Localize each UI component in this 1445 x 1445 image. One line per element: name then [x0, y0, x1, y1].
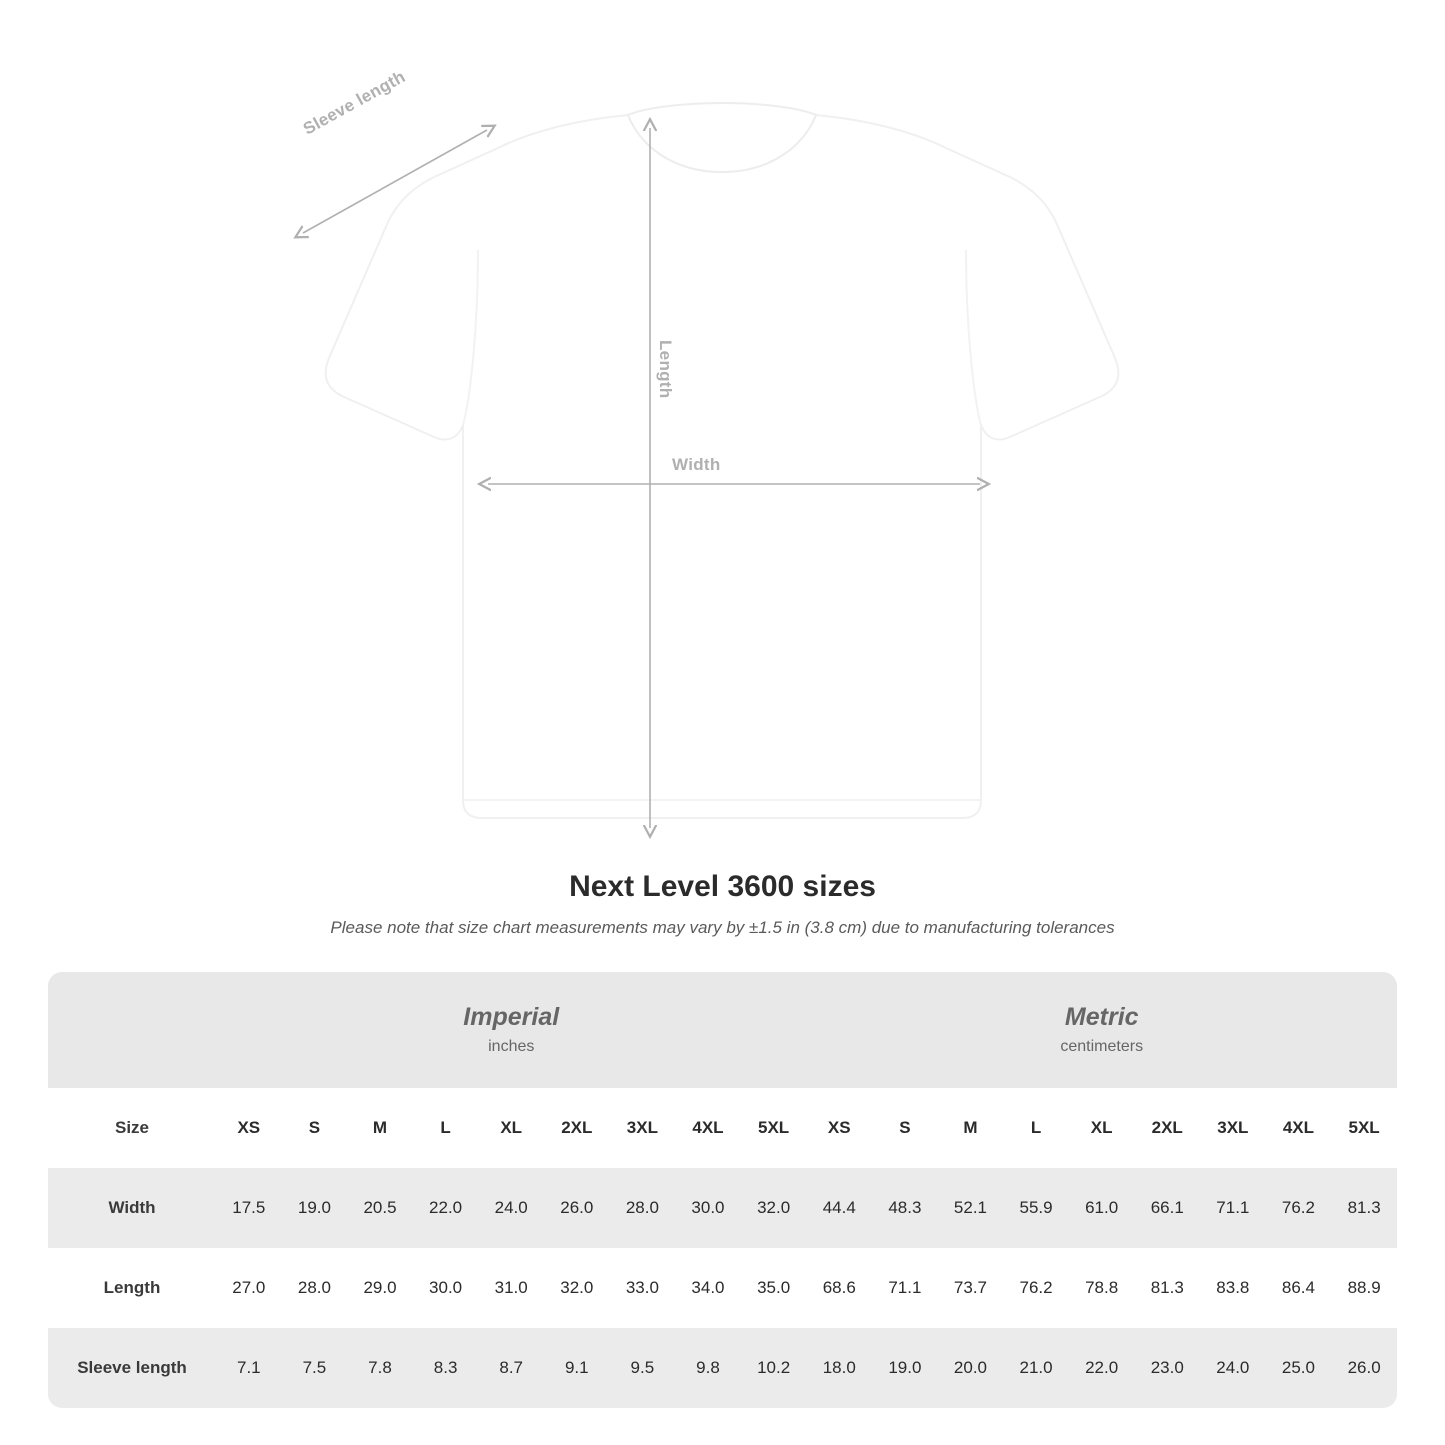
size-header-cell: 2XL [1134, 1088, 1200, 1168]
size-header-cell: 3XL [610, 1088, 676, 1168]
unit-sub-metric: centimeters [1060, 1037, 1144, 1055]
size-header-row [48, 1088, 1397, 1168]
tshirt-shape [326, 103, 1119, 818]
table-cell: 29.0 [347, 1248, 413, 1328]
size-header-cell: XL [478, 1088, 544, 1168]
size-header-cell: L [1003, 1088, 1069, 1168]
table-cell: 9.5 [610, 1328, 676, 1408]
size-header-cell: XL [1069, 1088, 1135, 1168]
size-header-cell: XS [806, 1088, 872, 1168]
table-cell: 55.9 [1003, 1168, 1069, 1248]
row-label-width: Width [48, 1168, 216, 1248]
unit-sub-imperial: inches [488, 1037, 535, 1055]
size-table [48, 972, 1397, 1408]
row-label-sleeve-length: Sleeve length [48, 1328, 216, 1408]
table-cell: 9.1 [544, 1328, 610, 1408]
table-corner-cell [48, 972, 216, 1088]
table-cell: 31.0 [478, 1248, 544, 1328]
table-row [48, 1328, 1397, 1408]
table-cell: 7.8 [347, 1328, 413, 1408]
table-cell: 23.0 [1134, 1328, 1200, 1408]
table-cell: 32.0 [544, 1248, 610, 1328]
table-cell: 83.8 [1200, 1248, 1266, 1328]
tolerance-note: Please note that size chart measurements may vary by ±1.5 in (3.8 cm) due to manufacturing tolerances [330, 918, 1115, 937]
table-row [48, 1168, 1397, 1248]
title-block [0, 870, 1445, 938]
size-header-cell: S [282, 1088, 348, 1168]
table-cell: 28.0 [282, 1248, 348, 1328]
unit-name-imperial: Imperial [463, 1003, 560, 1032]
table-cell: 7.1 [216, 1328, 282, 1408]
size-header-cell: 4XL [1266, 1088, 1332, 1168]
size-header-cell: XS [216, 1088, 282, 1168]
size-row-label: Size [48, 1088, 216, 1168]
table-cell: 25.0 [1266, 1328, 1332, 1408]
unit-name-metric: Metric [1064, 1003, 1139, 1032]
table-cell: 26.0 [1331, 1328, 1397, 1408]
table-cell: 21.0 [1003, 1328, 1069, 1408]
size-header-cell: 3XL [1200, 1088, 1266, 1168]
page-title: Next Level 3600 sizes [569, 870, 876, 903]
table-cell: 52.1 [938, 1168, 1004, 1248]
table-cell: 26.0 [544, 1168, 610, 1248]
table-cell: 22.0 [413, 1168, 479, 1248]
table-cell: 28.0 [610, 1168, 676, 1248]
table-cell: 8.3 [413, 1328, 479, 1408]
table-cell: 9.8 [675, 1328, 741, 1408]
table-cell: 66.1 [1134, 1168, 1200, 1248]
unit-header-metric [806, 972, 1397, 1088]
table-cell: 20.5 [347, 1168, 413, 1248]
table-cell: 32.0 [741, 1168, 807, 1248]
size-table-wrapper [48, 972, 1397, 1408]
table-row [48, 1248, 1397, 1328]
table-cell: 71.1 [872, 1248, 938, 1328]
table-cell: 7.5 [282, 1328, 348, 1408]
table-cell: 71.1 [1200, 1168, 1266, 1248]
table-cell: 17.5 [216, 1168, 282, 1248]
table-cell: 8.7 [478, 1328, 544, 1408]
table-cell: 22.0 [1069, 1328, 1135, 1408]
size-header-cell: L [413, 1088, 479, 1168]
table-cell: 44.4 [806, 1168, 872, 1248]
table-cell: 24.0 [478, 1168, 544, 1248]
size-header-cell: 5XL [1331, 1088, 1397, 1168]
table-cell: 30.0 [675, 1168, 741, 1248]
unit-header-imperial [216, 972, 806, 1088]
table-cell: 33.0 [610, 1248, 676, 1328]
table-cell: 81.3 [1331, 1168, 1397, 1248]
size-header-cell: 2XL [544, 1088, 610, 1168]
table-cell: 27.0 [216, 1248, 282, 1328]
table-cell: 88.9 [1331, 1248, 1397, 1328]
table-cell: 30.0 [413, 1248, 479, 1328]
size-header-cell: M [938, 1088, 1004, 1168]
width-label: Width [672, 455, 721, 474]
table-cell: 76.2 [1266, 1168, 1332, 1248]
table-cell: 34.0 [675, 1248, 741, 1328]
table-cell: 19.0 [282, 1168, 348, 1248]
table-cell: 19.0 [872, 1328, 938, 1408]
table-cell: 81.3 [1134, 1248, 1200, 1328]
size-header-cell: S [872, 1088, 938, 1168]
table-cell: 78.8 [1069, 1248, 1135, 1328]
size-header-cell: 5XL [741, 1088, 807, 1168]
table-cell: 86.4 [1266, 1248, 1332, 1328]
table-cell: 18.0 [806, 1328, 872, 1408]
table-cell: 68.6 [806, 1248, 872, 1328]
size-header-cell: M [347, 1088, 413, 1168]
table-cell: 76.2 [1003, 1248, 1069, 1328]
sleeve-length-label: Sleeve length [300, 66, 409, 139]
table-cell: 61.0 [1069, 1168, 1135, 1248]
table-cell: 35.0 [741, 1248, 807, 1328]
table-cell: 73.7 [938, 1248, 1004, 1328]
table-cell: 24.0 [1200, 1328, 1266, 1408]
length-label: Length [656, 340, 675, 399]
table-cell: 20.0 [938, 1328, 1004, 1408]
table-cell: 48.3 [872, 1168, 938, 1248]
size-header-cell: 4XL [675, 1088, 741, 1168]
row-label-length: Length [48, 1248, 216, 1328]
table-cell: 10.2 [741, 1328, 807, 1408]
unit-header-row [48, 972, 1397, 1088]
